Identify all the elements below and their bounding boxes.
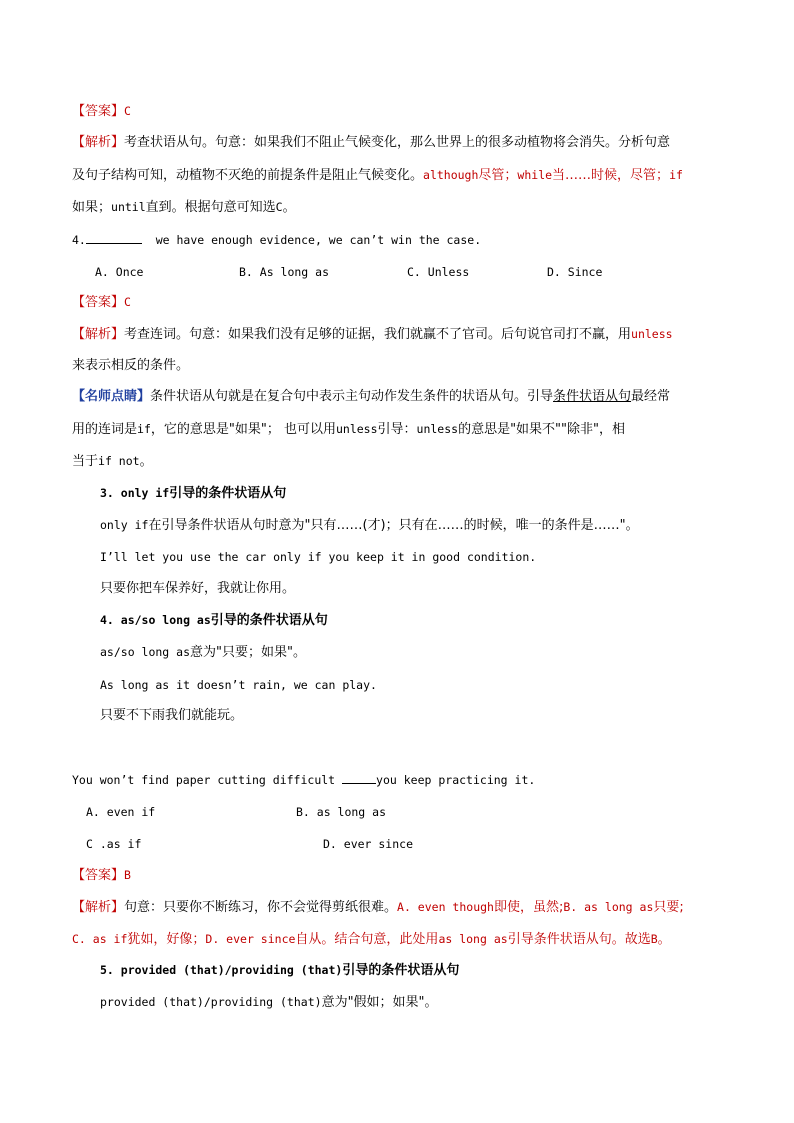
analysis-term: unless [631,327,673,341]
section-4-definition [100,644,306,661]
question-text: you keep practicing it. [376,773,536,787]
section-3-example-cn: 只要你把车保养好，我就让你用。 [100,581,296,596]
definition-text: 意为"只要；如果"。 [190,645,306,660]
answer-tag: 【答案】 [72,868,125,883]
analysis-text: 如果； [72,200,112,215]
analysis-term: C. as if [72,932,128,946]
heading-cn: 引导的条件状语从句 [210,613,328,628]
q4-option-a: A. Once [95,265,144,279]
section-4-example-cn: 只要不下雨我们就能玩。 [100,708,244,723]
analysis-tag: 【解析】 [72,135,125,150]
heading-en: 5. provided (that)/providing (that) [100,963,343,977]
analysis-tag: 【解析】 [72,327,125,342]
tip-text: 当于 [72,454,99,469]
section-5-heading [100,962,459,979]
analysis-term: B [650,932,658,946]
section-3-definition [100,517,639,534]
tip-line-3 [72,453,153,470]
q3-analysis-line-2 [72,167,683,184]
q5-option-a: A. even if [86,805,156,819]
q4-stem [72,232,481,248]
answer-value: B [124,868,131,882]
analysis-text: 考查状语从句。句意：如果我们不阻止气候变化，那么世界上的很多动植物将会消失。分析句意 [124,135,671,150]
analysis-term: until [111,200,146,214]
analysis-term: while [517,168,553,182]
analysis-text: 只要; [653,900,684,915]
section-4-example-en: As long as it doesn’t rain, we can play. [100,678,377,692]
question-text: You won’t find paper cutting difficult [72,773,336,787]
q4-answer-line [72,294,131,311]
tip-line-1 [72,389,670,405]
tip-text: 的意思是"如果不""除非"，相 [458,422,625,437]
analysis-text: 。 [657,932,671,947]
q3-analysis-line-3 [72,199,296,216]
tip-term: if not [98,454,140,468]
heading-cn: 引导的条件状语从句 [169,486,287,501]
tip-text: 最经常 [631,389,671,404]
definition-text: 在引导条件状语从句时意为"只有……(才)；只有在……的时候，唯一的条件是……"。 [148,518,639,533]
analysis-term: C [275,200,283,214]
tip-link[interactable]: 条件状语从句 [553,389,632,404]
tip-tag: 【名师点睛】 [72,389,151,404]
analysis-term: D. ever since [205,932,296,946]
q3-analysis-line-1 [72,135,670,151]
tip-text: 引导： [377,422,417,437]
answer-blank [86,243,142,244]
analysis-term: although [423,168,479,182]
analysis-term: as long as [438,932,508,946]
q5-option-b: B. as long as [296,805,387,819]
section-5-definition [100,994,438,1011]
analysis-text: 犹如，好像； [127,932,206,947]
heading-en: 3. only if [100,486,170,500]
definition-term: only if [100,518,149,532]
analysis-tag: 【解析】 [72,900,125,915]
q4-option-b: B. As long as [239,265,330,279]
question-text: we have enough evidence, we can’t win the case. [155,233,482,247]
tip-text: 。 [139,454,153,469]
section-4-heading [100,612,328,629]
answer-tag: 【答案】 [72,104,125,119]
tip-line-2 [72,421,625,438]
tip-text: ，它的意思是"如果"； 也可以用 [150,422,336,437]
analysis-term: A. even though [397,900,494,914]
tip-term: if [137,422,151,436]
q5-analysis-line-1 [72,899,684,916]
analysis-term: B. as long as [563,900,654,914]
analysis-text: 直到。根据句意可知选 [145,200,276,215]
q5-analysis-line-2 [72,931,671,948]
tip-term: unless [416,422,459,436]
q3-answer-line [72,103,131,120]
analysis-text: 考查连词。句意：如果我们没有足够的证据，我们就赢不了官司。后句说官司打不赢，用 [124,327,632,342]
section-3-example-en: I’ll let you use the car only if you keep it in good condition. [100,550,537,564]
analysis-text: 即使，虽然; [493,900,564,915]
question-number: 4. [72,233,86,247]
analysis-text: 及句子结构可知，动植物不灭绝的前提条件是阻止气候变化。 [72,168,424,183]
q4-option-d: D. Since [547,265,603,279]
tip-text: 用的连词是 [72,422,138,437]
q5-option-d: D. ever since [323,837,414,851]
definition-term: as/so long as [100,645,191,659]
q4-analysis-line-1 [72,326,673,343]
q5-option-c: C .as if [86,837,142,851]
section-3-heading [100,485,286,502]
tip-term: unless [335,422,378,436]
answer-value: C [124,104,131,118]
answer-tag: 【答案】 [72,295,125,310]
analysis-text: 当……时候，尽管； [552,168,670,183]
answer-blank [342,783,376,784]
definition-text: 意为"假如；如果"。 [321,995,438,1010]
q5-answer-line [72,867,131,884]
analysis-text: 句意：只要你不断练习，你不会觉得剪纸很难。 [124,900,398,915]
q5-stem [72,772,535,788]
analysis-term: if [669,168,683,182]
definition-term: provided (that)/providing (that) [100,995,322,1009]
analysis-text: 尽管； [478,168,518,183]
q4-option-c: C. Unless [407,265,470,279]
analysis-text: 。 [282,200,296,215]
analysis-text: 自从。结合句意，此处用 [295,932,439,947]
heading-en: 4. as/so long as [100,613,211,627]
analysis-text: 引导条件状语从句。故选 [507,932,651,947]
q4-analysis-line-2: 来表示相反的条件。 [72,358,190,373]
heading-cn: 引导的条件状语从句 [342,963,460,978]
answer-value: C [124,295,131,309]
tip-text: 条件状语从句就是在复合句中表示主句动作发生条件的状语从句。引导 [150,389,554,404]
